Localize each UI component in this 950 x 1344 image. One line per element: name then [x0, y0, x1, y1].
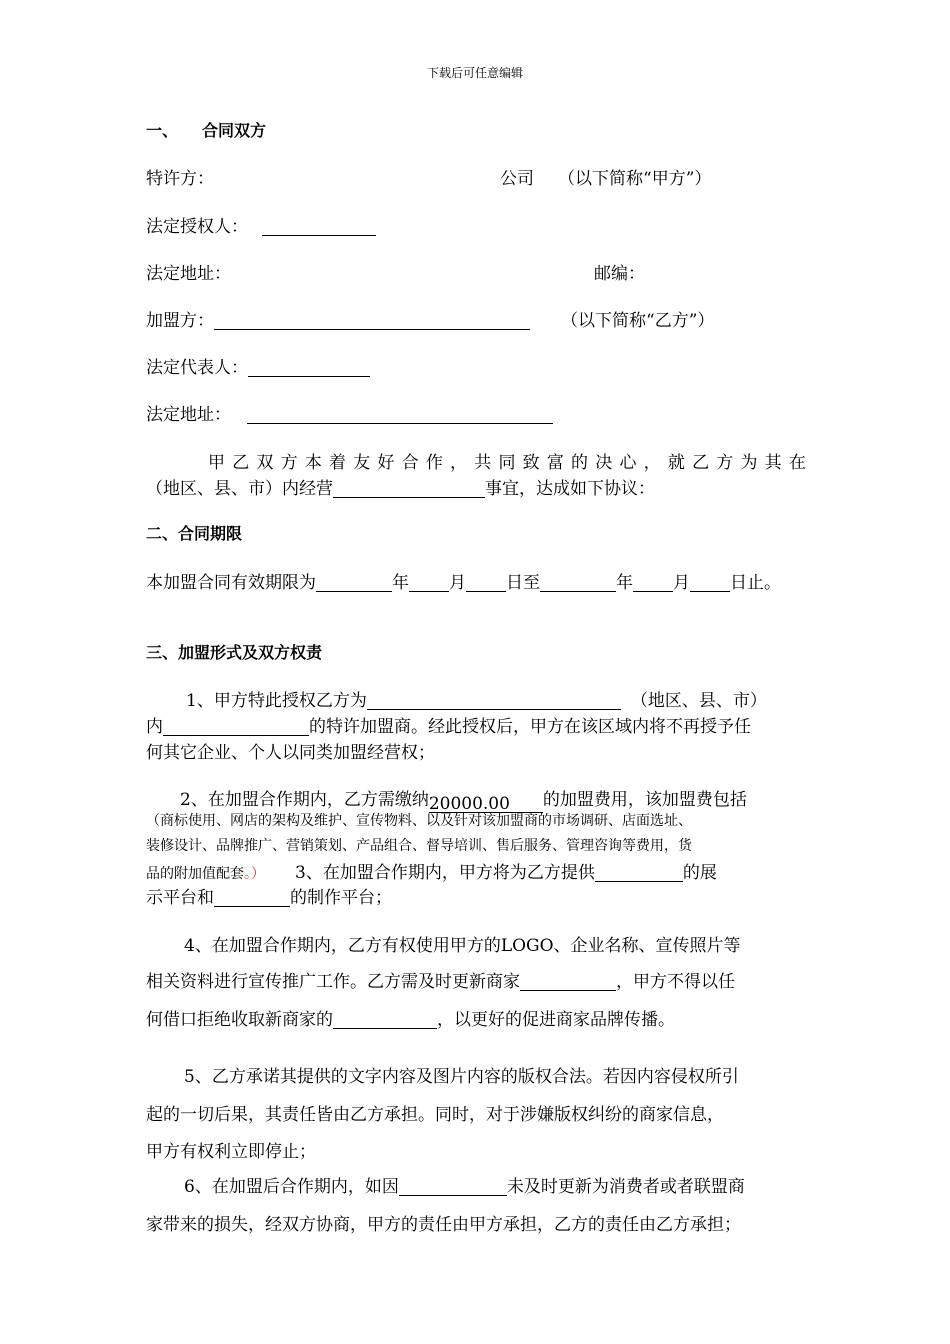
- intro-char: 方: [716, 453, 734, 473]
- intro-char: ，: [450, 453, 468, 473]
- clause-2-line-2: （商标使用、网店的架构及维护、宣传物料、以及针对该加盟商的市场调研、店面选址、: [146, 813, 692, 829]
- start-year-blank[interactable]: [316, 573, 392, 592]
- intro-line-2: （地区、县、市）内经营 事宜，达成如下协议：: [146, 479, 655, 499]
- clause-1-line-2: 内 的特许加盟商。经此授权后，甲方在该区域内将不再授予任: [146, 717, 751, 737]
- cause-blank[interactable]: [399, 1177, 507, 1196]
- franchisee-alias: （以下简称“乙方”）: [561, 311, 715, 331]
- postcode-label: 邮编：: [594, 264, 645, 284]
- clause-5-line-2: 起的一切后果，其责任皆由乙方承担。同时，对于涉嫌版权纠纷的商家信息，: [146, 1105, 724, 1125]
- start-day-blank[interactable]: [466, 573, 506, 592]
- clause-3-line-2: 示平台和 的制作平台；: [146, 888, 392, 908]
- franchisor-line: 特许方：: [146, 169, 214, 189]
- clause-4-line-3: 何借口拒绝收取新商家的 ，以更好的促进商家品牌传播。: [146, 1010, 675, 1030]
- start-month-blank[interactable]: [409, 573, 449, 592]
- clause-6-line-1: 6、在加盟后合作期内，如因 未及时更新为消费者或者联盟商: [184, 1177, 745, 1197]
- intro-char: 心: [619, 453, 637, 473]
- intro-char: 富: [546, 453, 564, 473]
- franchisee-line: 加盟方：: [146, 306, 530, 331]
- intro-char: 友: [353, 453, 371, 473]
- clause-1-line-1: 1、甲方特此授权乙方为 （地区、县、市）: [186, 691, 767, 711]
- representative-blank[interactable]: [248, 358, 370, 377]
- intro-char: ，: [643, 453, 661, 473]
- franchisor-company: 公司 （以下简称“甲方”）: [500, 169, 712, 189]
- intro-char: 甲: [208, 453, 225, 473]
- region-blank[interactable]: [367, 691, 621, 710]
- intro-char: 方: [280, 453, 298, 473]
- intro-char: 着: [329, 453, 347, 473]
- address2-line: 法定地址：: [146, 400, 553, 425]
- clause-2-line-1: 2、在加盟合作期内，乙方需缴纳20000.00 的加盟费用，该加盟费包括: [180, 790, 747, 814]
- term-line: 本加盟合同有效期限为 年 月 日至 年 月 日止。: [146, 573, 781, 593]
- representative-line: 法定代表人：: [146, 353, 370, 378]
- intro-char: 本: [304, 453, 322, 473]
- clause-6-line-2: 家带来的损失，经双方协商，甲方的责任由甲方承担，乙方的责任由乙方承担；: [146, 1215, 741, 1235]
- merchant-collect-blank[interactable]: [333, 1010, 437, 1029]
- intro-char: 同: [498, 453, 516, 473]
- intro-char: 就: [667, 453, 685, 473]
- end-year-blank[interactable]: [540, 573, 616, 592]
- intro-char: 乙: [232, 453, 250, 473]
- merchant-update-blank[interactable]: [520, 972, 616, 991]
- intro-char: 的: [571, 453, 589, 473]
- intro-char: 其: [764, 453, 782, 473]
- address-line: 法定地址：: [146, 264, 231, 284]
- intro-char: 致: [522, 453, 540, 473]
- address2-blank[interactable]: [247, 405, 553, 424]
- region2-blank[interactable]: [163, 717, 309, 736]
- intro-char: 双: [256, 453, 274, 473]
- intro-line-1: [208, 448, 806, 473]
- business-blank[interactable]: [333, 479, 485, 498]
- section-3-heading: 三、加盟形式及双方权责: [146, 643, 323, 662]
- page-header: 下载后可任意编辑: [426, 66, 523, 80]
- end-day-blank[interactable]: [690, 573, 730, 592]
- auth-blank[interactable]: [262, 217, 376, 236]
- authorized-person-line: 法定授权人：: [146, 212, 376, 237]
- intro-char: 作: [425, 453, 443, 473]
- clause-1-line-3: 何其它企业、个人以同类加盟经营权；: [146, 743, 435, 763]
- clause-5-line-1: 5、乙方承诺其提供的文字内容及图片内容的版权合法。若因内容侵权所引: [184, 1067, 739, 1087]
- section-2-heading: 二、合同期限: [146, 524, 243, 543]
- intro-char: 乙: [692, 453, 710, 473]
- intro-char: 决: [595, 453, 613, 473]
- section-1-heading: 一、 合同双方: [146, 121, 267, 140]
- clause-2-3-line: 品的附加值配套。） 3、在加盟合作期内，甲方将为乙方提供 的展: [146, 863, 717, 883]
- clause-2-line-3: 装修设计、品牌推广、营销策划、产品组合、督导培训、售后服务、管理咨询等费用，货: [146, 838, 692, 854]
- intro-char: 共: [474, 453, 492, 473]
- intro-char: 在: [788, 453, 806, 473]
- franchisee-blank[interactable]: [214, 311, 530, 330]
- intro-char: 合: [401, 453, 419, 473]
- production-platform-blank[interactable]: [214, 888, 290, 907]
- clause-4-line-1: 4、在加盟合作期内，乙方有权使用甲方的LOGO、企业名称、宣传照片等: [184, 936, 741, 956]
- clause-5-line-3: 甲方有权利立即停止；: [146, 1142, 316, 1162]
- intro-char: 好: [377, 453, 395, 473]
- fee-value: 20000.00: [428, 794, 510, 814]
- end-month-blank[interactable]: [633, 573, 673, 592]
- intro-char: 为: [740, 453, 758, 473]
- display-platform-blank[interactable]: [595, 863, 683, 882]
- clause-4-line-2: 相关资料进行宣传推广工作。乙方需及时更新商家 ，甲方不得以任: [146, 972, 735, 992]
